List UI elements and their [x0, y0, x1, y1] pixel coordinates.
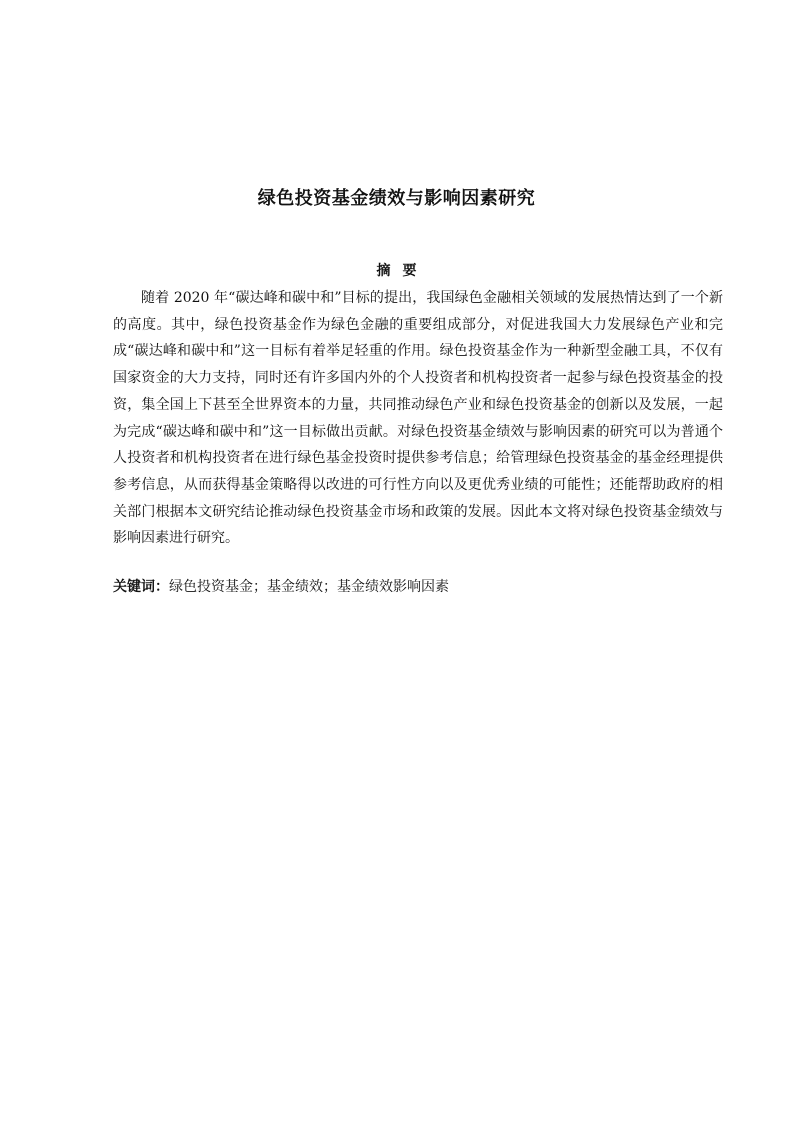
abstract-body: 随着 2020 年“碳达峰和碳中和”目标的提出，我国绿色金融相关领域的发展热情达到了一个新的高度。其中，绿色投资基金作为绿色金融的重要组成部分，对促进我国大力发展绿色产业和完成“碳达峰和碳中和”这一目标有着举足轻重的作用。绿色投资基金作为一种新型金融工具，不仅有国家资金的大力支持，同时还有许多国内外的个人投资者和机构投资者一起参与绿色投资基金的投资，集全国上下甚至全世界资本的力量，共同推动绿色产业和绿色投资基金的创新以及发展，一起为完成“碳达峰和碳中和”这一目标做出贡献。对绿色投资基金绩效与影响因素的研究可以为普通个人投资者和机构投资者在进行绿色基金投资时提供参考信息；给管理绿色投资基金的基金经理提供参考信息，从而获得基金策略得以改进的可行性方向以及更优秀业绩的可能性；还能帮助政府的相关部门根据本文研究结论推动绿色投资基金市场和政策的发展。因此本文将对绿色投资基金绩效与影响因素进行研究。 — [113, 290, 723, 547]
keywords-label: 关键词： — [113, 579, 169, 595]
keywords-text: 绿色投资基金；基金绩效；基金绩效影响因素 — [169, 579, 449, 595]
keywords-line — [113, 574, 723, 600]
document-title: 绿色投资基金绩效与影响因素研究 — [257, 188, 536, 209]
abstract-heading: 摘要 — [376, 263, 429, 279]
